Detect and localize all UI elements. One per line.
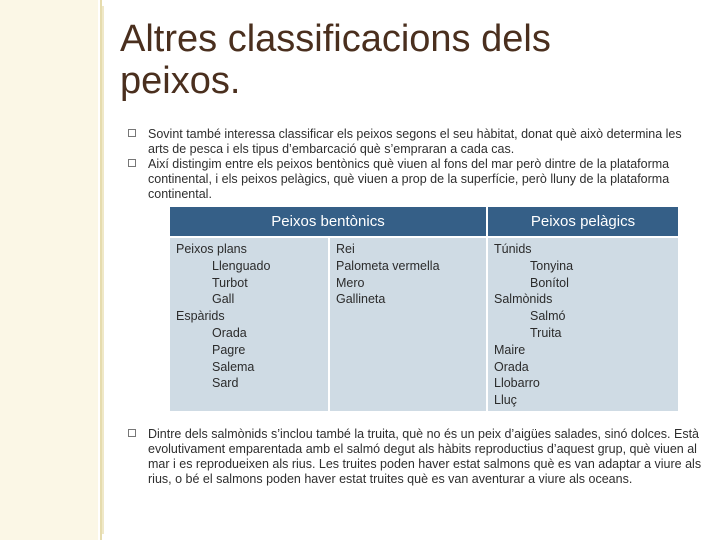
list-item: Orada (212, 325, 247, 340)
bullet-item (128, 427, 703, 487)
list-item: Túnids (494, 242, 532, 256)
bullet-item (128, 127, 703, 157)
bullet-text: Dintre dels salmònids s’inclou també la truita, què no és un peix d’aigües salades, sinó dolces. Està evolutivament emparentada amb el salmó degut als hàbits reproductius d’aquest grup, què viuen al mar i es reprodueixen als rius. Les truites poden haver estat salmons què es van adaptar a viure als rius, o bé el salmons poden haver estat truites què es van aventurar a viure als oceans. (148, 427, 702, 486)
list-item: Mero (336, 275, 365, 290)
bullet-square-icon (128, 129, 136, 137)
list-item: Salema (212, 359, 255, 374)
list-item: Orada (494, 359, 529, 374)
fish-habitat-table (170, 207, 678, 411)
bottom-bullet-list (128, 427, 703, 487)
bullet-square-icon (128, 159, 136, 167)
list-item: Lluç (494, 393, 517, 408)
list-item: Llenguado (212, 258, 271, 273)
list-item: Salmó (530, 309, 566, 324)
decorative-page-edge (102, 6, 104, 534)
list-item: Bonítol (530, 275, 569, 290)
list-item: Salmònids (494, 292, 553, 307)
benthic-column-2 (330, 238, 486, 411)
list-item: Llobarro (494, 376, 540, 391)
top-bullet-list (128, 127, 703, 202)
list-item: Maire (494, 342, 526, 357)
list-item: Truita (530, 325, 562, 340)
pelagic-column (488, 238, 678, 411)
bullet-item (128, 157, 703, 202)
bullet-text: Així distingim entre els peixos bentònics què viuen al fons del mar però dintre de la plataforma continental, i els peixos pelàgics, què viuen a prop de la superfície, però lluny de la plataforma continental. (148, 157, 670, 201)
list-item: Sard (212, 376, 239, 391)
list-item: Turbot (212, 275, 248, 290)
decorative-left-band (0, 0, 98, 540)
bullet-text: Sovint també interessa classificar els peixos segons el seu hàbitat, donat què això determina les arts de pesca i els tipus d’embarcació què s’empraran a cada cas. (148, 127, 682, 156)
list-item: Gall (212, 292, 235, 307)
list-item: Espàrids (176, 309, 225, 324)
list-item: Palometa vermella (336, 258, 440, 273)
bullet-square-icon (128, 429, 136, 437)
list-item: Gallineta (336, 292, 386, 307)
page-title: Altres classificacions dels peixos. (120, 18, 551, 102)
list-item: Pagre (212, 342, 246, 357)
header-benthic: Peixos bentònics (170, 207, 486, 236)
list-item: Peixos plans (176, 242, 247, 256)
header-pelagic: Peixos pelàgics (488, 207, 678, 236)
list-item: Tonyina (530, 258, 574, 273)
list-item: Rei (336, 242, 355, 256)
benthic-column-1 (170, 238, 328, 411)
